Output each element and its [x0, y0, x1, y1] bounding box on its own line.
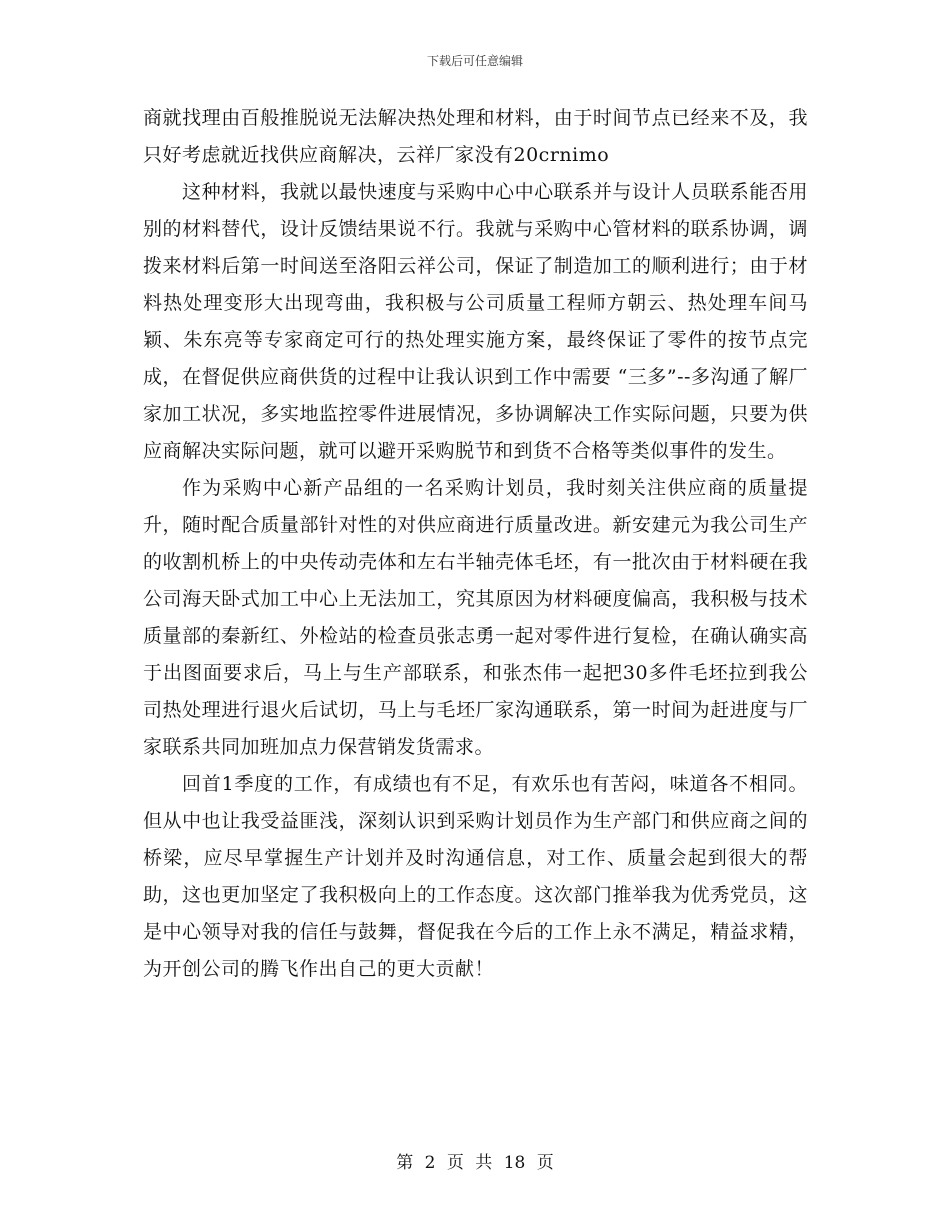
paragraph-quality: 作为采购中心新产品组的一名采购计划员，我时刻关注供应商的质量提升，随时配合质量部针对性的对供应商进行质量改进。新安建元为我公司生产的收割机桥上的中央传动壳体和左右半轴壳体毛坯，有一批次由于材料硬在我公司海天卧式加工中心上无法加工，究其原因为材料硬度偏高，我积极与技术质量部的秦新红、外检站的检查员张志勇一起对零件进行复检，在确认确实高于出图面要求后，马上与生产部联系，和张杰伟一起把30多件毛坯拉到我公司热处理进行退火后试切，马上与毛坯厂家沟通联系，第一时间为赶进度与厂家联系共同加班加点力保营销发货需求。 — [143, 477, 808, 758]
paragraph-materials: 这种材料，我就以最快速度与采购中心中心联系并与设计人员联系能否用别的材料替代，设计反馈结果说不行。我就与采购中心管材料的联系协调，调拨来材料后第一时间送至洛阳云祥公司，保证了制造加工的顺利进行；由于材料热处理变形大出现弯曲，我积极与公司质量工程师方朝云、热处理车间马颖、朱东亮等专家商定可行的热处理实施方案，最终保证了零件的按节点完成，在督促供应商供货的过程中让我认识到工作中需要 “三多”--多沟通了解厂家加工状况，多实地监控零件进展情况，多协调解决工作实际问题，只要为供应商解决实际问题，就可以避开采购脱节和到货不合格等类似事件的发生。 — [143, 181, 808, 462]
paragraph-summary: 回首1季度的工作，有成绩也有不足，有欢乐也有苦闷，味道各不相同。但从中也让我受益匪浅，深刻认识到采购计划员作为生产部门和供应商之间的桥梁，应尽早掌握生产计划并及时沟通信息，对工作、质量会起到很大的帮助，这也更加坚定了我积极向上的工作态度。这次部门推举我为优秀党员，这是中心领导对我的信任与鼓舞，督促我在今后的工作上永不满足，精益求精，为开创公司的腾飞作出自己的更大贡献！ — [143, 773, 808, 980]
document-body — [143, 100, 808, 988]
paragraph-continuation: 商就找理由百般推脱说无法解决热处理和材料，由于时间节点已经来不及，我只好考虑就近找供应商解决，云祥厂家没有20crnimo — [143, 107, 808, 166]
page-header: 下载后可任意编辑 — [426, 54, 523, 68]
page-number-footer: 第 2 页 共 18 页 — [396, 1153, 554, 1173]
